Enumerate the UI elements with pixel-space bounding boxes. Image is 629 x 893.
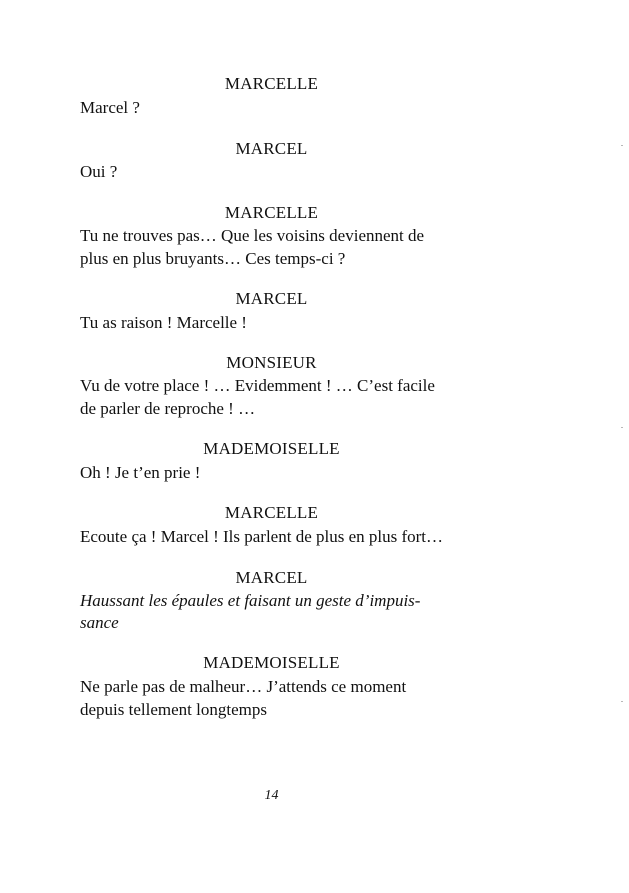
dialogue-line: de parler de reproche ! … xyxy=(80,399,256,418)
dialogue-line: Oh ! Je t’en prie ! xyxy=(80,463,201,482)
scan-mark xyxy=(621,145,623,146)
stage-direction-line: sance xyxy=(80,613,119,632)
speaker-name: MARCEL xyxy=(235,139,308,158)
dialogue-line: depuis tellement longtemps xyxy=(80,700,267,719)
dialogue-line: Oui ? xyxy=(80,162,118,181)
speaker-name: MADEMOISELLE xyxy=(203,439,340,458)
dialogue-line: Tu ne trouves pas… Que les voisins deviennent de xyxy=(80,226,425,245)
dialogue-line: Tu as raison ! Marcelle ! xyxy=(80,313,247,332)
stage-direction-line: Haussant les épaules et faisant un geste d’impuis- xyxy=(80,591,421,610)
dialogue-line: Ne parle pas de malheur… J’attends ce moment xyxy=(80,677,407,696)
speaker-name: MARCELLE xyxy=(224,203,319,222)
scan-mark xyxy=(621,427,623,428)
page-number: 14 xyxy=(264,788,279,803)
speaker-name: MADEMOISELLE xyxy=(203,653,340,672)
speaker-name: MONSIEUR xyxy=(226,353,317,372)
dialogue-line: plus en plus bruyants… Ces temps-ci ? xyxy=(80,249,346,268)
speaker-name: MARCELLE xyxy=(224,74,319,93)
speaker-name: MARCEL xyxy=(235,568,308,587)
dialogue-line: Marcel ? xyxy=(80,98,140,117)
speaker-name: MARCELLE xyxy=(224,503,319,522)
scan-mark xyxy=(621,701,623,702)
speaker-name: MARCEL xyxy=(235,289,308,308)
dialogue-line: Vu de votre place ! … Evidemment ! … C’est facile xyxy=(80,376,435,395)
dialogue-line: Ecoute ça ! Marcel ! Ils parlent de plus en plus fort… xyxy=(80,527,444,546)
